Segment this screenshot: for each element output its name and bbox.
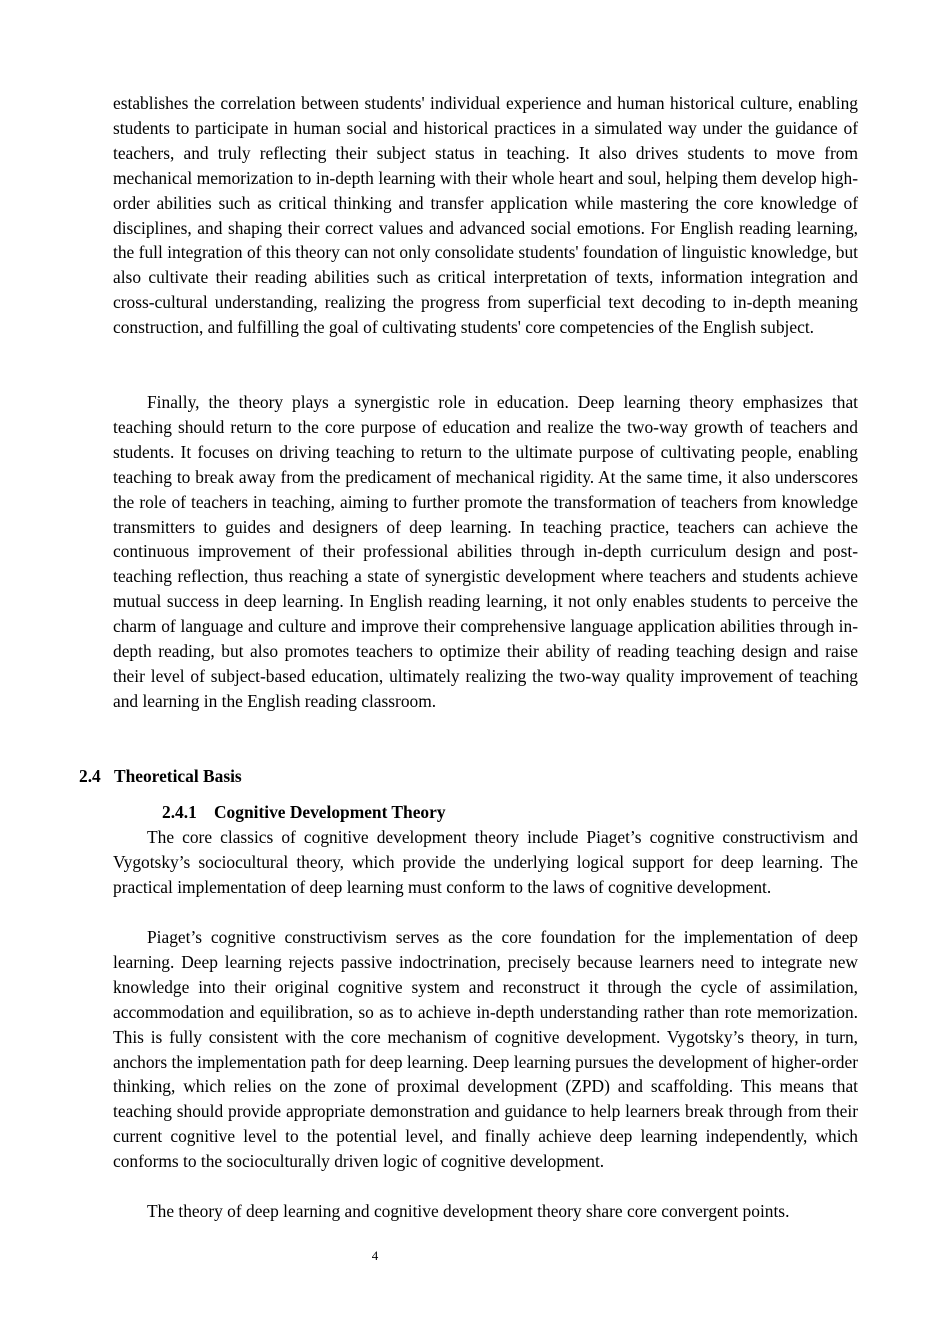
paragraph-piaget: Piaget’s cognitive constructivism serves as the core foundation for the implementation of deep learning. Deep learning rejects passive indoctrination, precisely because learners need to integrate new knowledge into their original cognitive system and reconstruct it through the cycle of assimilation, accommodation and equilibration, so as to achieve in-depth understanding rather than rote memorization. This is fully consistent with the core mechanism of cognitive development. Vygotsky’s theory, in turn, anchors the implementation path for deep learning. Deep learning pursues the development of higher-order thinking, which relies on the zone of proximal development (ZPD) and scaffolding. This means that teaching should provide appropriate demonstration and guidance to help learners break through from their current cognitive level to the potential level, and finally achieve deep learning independently, which conforms to the socioculturally driven logic of cognitive development.: [113, 927, 858, 1172]
subsection-heading: [162, 800, 446, 825]
section-title: Theoretical Basis: [114, 766, 242, 786]
subsection-title: Cognitive Development Theory: [214, 802, 446, 822]
page-number: 4: [371, 1248, 379, 1263]
paragraph-convergent-points: The theory of deep learning and cognitive development theory share core convergent points.: [147, 1201, 790, 1221]
section-heading: [79, 764, 242, 789]
subsection-number: 2.4.1: [162, 802, 197, 822]
paragraph-synergistic-role: Finally, the theory plays a synergistic role in education. Deep learning theory emphasizes that teaching should return to the core purpose of education and realize the two-way growth of teachers and students. It focuses on driving teaching to return to the ultimate purpose of cultivating people, enabling teaching to break away from the predicament of mechanical rigidity. At the same time, it also underscores the role of teachers in teaching, aiming to further promote the transformation of teachers from knowledge transmitters to guides and designers of deep learning. In teaching practice, teachers can achieve the continuous improvement of their professional abilities through in-depth curriculum design and post-teaching reflection, thus reaching a state of synergistic development where teachers and students achieve mutual success in deep learning. In English reading learning, it not only enables students to perceive the charm of language and culture and improve their comprehensive language application abilities through in-depth reading, but also promotes teachers to optimize their ability of reading teaching design and raise their level of subject-based education, ultimately realizing the two-way quality improvement of teaching and learning in the English reading classroom.: [113, 392, 858, 711]
paragraph-core-classics: The core classics of cognitive development theory include Piaget’s cognitive constructivism and Vygotsky’s sociocultural theory, which provide the underlying logical support for deep learning. The practical implementation of deep learning must conform to the laws of cognitive development.: [113, 827, 858, 897]
section-number: 2.4: [79, 766, 101, 786]
paragraph-continuation: establishes the correlation between students' individual experience and human historical culture, enabling students to participate in human social and historical practices in a simulated way under the guidance of teachers, and truly reflecting their subject status in teaching. It also drives students to move from mechanical memorization to in-depth learning with their whole heart and soul, helping them develop high-order abilities such as critical thinking and transfer application while mastering the core knowledge of disciplines, and shaping their correct values and advanced social emotions. For English reading learning, the full integration of this theory can not only consolidate students' foundation of linguistic knowledge, but also cultivate their reading abilities such as critical interpretation of texts, information integration and cross-cultural understanding, realizing the progress from superficial text decoding to in-depth meaning construction, and fulfilling the goal of cultivating students' core competencies of the English subject.: [113, 93, 858, 338]
